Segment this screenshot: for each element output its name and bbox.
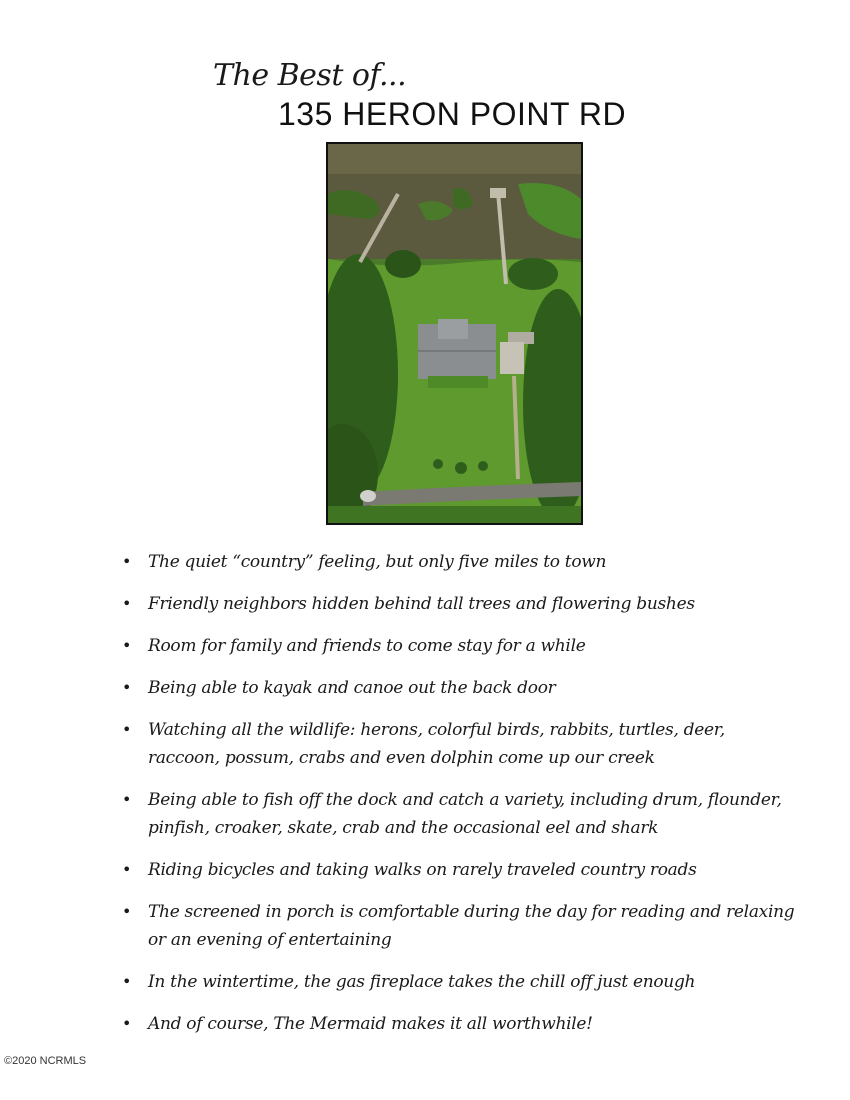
page-title-address: 135 HERON POINT RD [278,96,627,132]
dock-platform [490,188,506,198]
copyright-notice: ©2020 NCRMLS [4,1055,87,1067]
list-item: • Friendly neighbors hidden behind tall trees and flowering bushes [120,590,800,618]
aerial-photo-illustration [328,144,581,523]
list-item: • And of course, The Mermaid makes it all worthwhile! [120,1010,800,1038]
front-lawn-edge [328,506,581,523]
small-tree [455,462,467,474]
house-shadow [428,376,488,388]
list-item: • Being able to fish off the dock and catch a variety, including drum, flounder, pinfish, croaker, skate, crab and the occasional eel and shark [120,786,800,842]
list-item: • The quiet “country” feeling, but only five miles to town [120,548,800,576]
driveway-pad [500,342,524,374]
small-tree [478,461,488,471]
feature-list [120,548,800,1052]
list-item: • Watching all the wildlife: herons, colorful birds, rabbits, turtles, deer, raccoon, possum, crabs and even dolphin come up our creek [120,716,800,772]
aerial-property-photo [326,142,583,525]
water-highlight [328,144,581,174]
vehicle [360,490,376,502]
list-item: • The screened in porch is comfortable during the day for reading and relaxing or an evening of entertaining [120,898,800,954]
page-title-line-1: The Best of... [213,58,407,93]
house-roof-peak [438,319,468,339]
list-item: • Riding bicycles and taking walks on rarely traveled country roads [120,856,800,884]
list-item: • Being able to kayak and canoe out the back door [120,674,800,702]
small-tree [433,459,443,469]
tree-cluster [385,250,421,278]
list-item: • In the wintertime, the gas fireplace takes the chill off just enough [120,968,800,996]
tree-cluster [508,258,558,290]
list-item: • Room for family and friends to come stay for a while [120,632,800,660]
